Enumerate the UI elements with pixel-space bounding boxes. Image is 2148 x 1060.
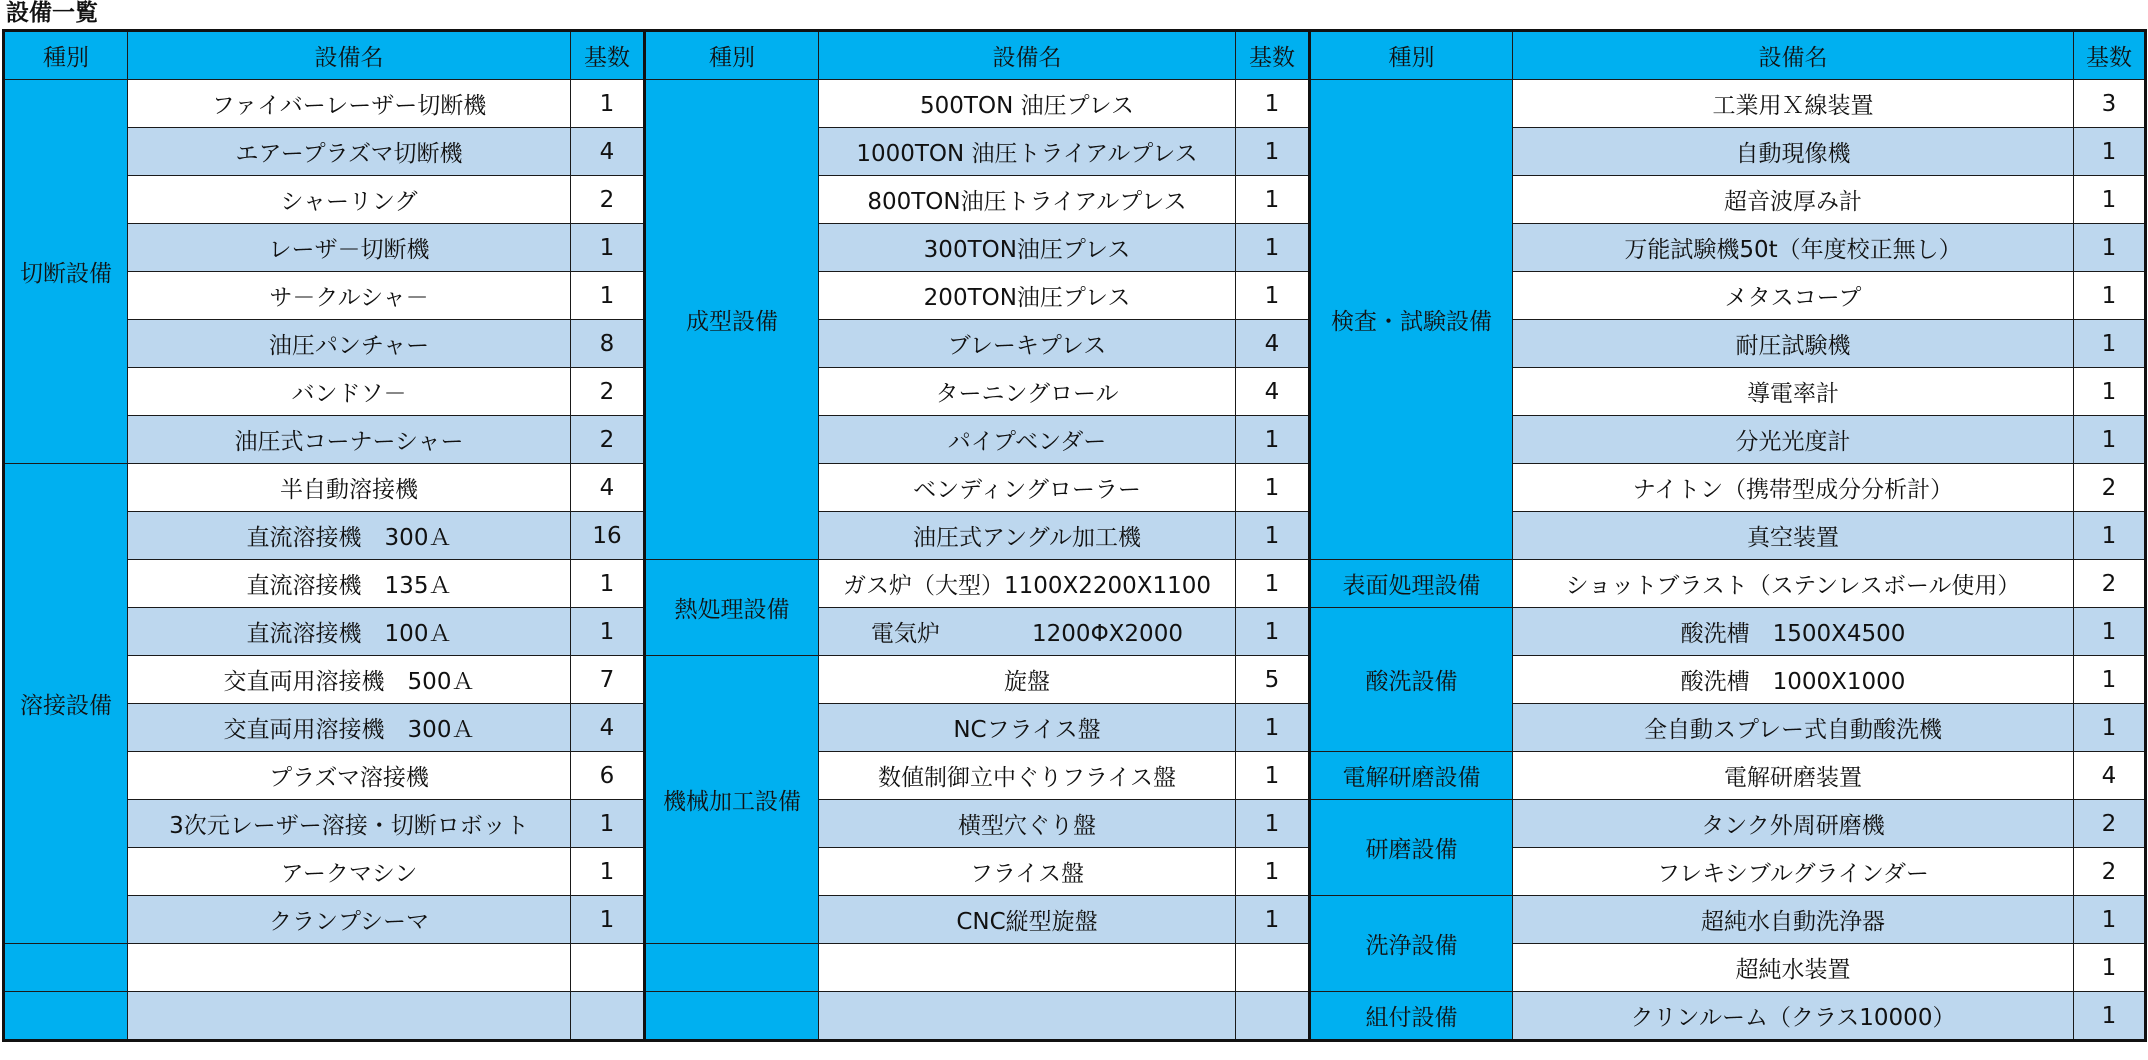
category-cell — [645, 992, 819, 1041]
equipment-name: レーザ－切断機 — [128, 224, 571, 272]
category-cell: 検査・試験設備 — [1310, 80, 1513, 560]
equipment-name: 直流溶接機 100Ａ — [128, 608, 571, 656]
equipment-name: シャーリング — [128, 176, 571, 224]
equipment-count: 1 — [2074, 656, 2146, 704]
equipment-name: 200TON油圧プレス — [819, 272, 1236, 320]
equipment-name: 分光光度計 — [1513, 416, 2074, 464]
equipment-name: 工業用Ｘ線装置 — [1513, 80, 2074, 128]
equipment-count: 1 — [1236, 704, 1310, 752]
equipment-name: 直流溶接機 135Ａ — [128, 560, 571, 608]
equipment-name: 油圧パンチャー — [128, 320, 571, 368]
table-row — [4, 128, 2146, 176]
equipment-name: プラズマ溶接機 — [128, 752, 571, 800]
equipment-count: 1 — [571, 800, 645, 848]
category-cell — [4, 944, 128, 992]
equipment-name: 交直両用溶接機 500Ａ — [128, 656, 571, 704]
equipment-name: ナイトン（携帯型成分分析計） — [1513, 464, 2074, 512]
equipment-count: 2 — [2074, 848, 2146, 896]
equipment-count: 2 — [2074, 800, 2146, 848]
table-row — [4, 848, 2146, 896]
equipment-count: 1 — [1236, 896, 1310, 944]
equipment-name: 数値制御立中ぐりフライス盤 — [819, 752, 1236, 800]
equipment-name: 導電率計 — [1513, 368, 2074, 416]
equipment-count: 1 — [1236, 128, 1310, 176]
equipment-name: バンドソ－ — [128, 368, 571, 416]
equipment-count: 1 — [2074, 272, 2146, 320]
equipment-count: 1 — [2074, 608, 2146, 656]
equipment-name — [128, 944, 571, 992]
equipment-name: 耐圧試験機 — [1513, 320, 2074, 368]
equipment-table — [2, 29, 2147, 1042]
equipment-count: 1 — [571, 848, 645, 896]
equipment-count: 2 — [571, 368, 645, 416]
equipment-count: 4 — [571, 704, 645, 752]
equipment-name: 超純水自動洗浄器 — [1513, 896, 2074, 944]
equipment-name — [819, 944, 1236, 992]
equipment-name: 万能試験機50t（年度校正無し） — [1513, 224, 2074, 272]
equipment-count — [571, 992, 645, 1041]
equipment-count: 4 — [2074, 752, 2146, 800]
equipment-count: 1 — [571, 896, 645, 944]
equipment-count: 3 — [2074, 80, 2146, 128]
equipment-name: エアープラズマ切断機 — [128, 128, 571, 176]
equipment-count: 1 — [2074, 320, 2146, 368]
category-cell: 酸洗設備 — [1310, 608, 1513, 752]
equipment-count: 1 — [571, 224, 645, 272]
equipment-name: 酸洗槽 1500X4500 — [1513, 608, 2074, 656]
category-cell: 溶接設備 — [4, 464, 128, 944]
equipment-name: ファイバーレーザー切断機 — [128, 80, 571, 128]
header-category: 種別 — [645, 31, 819, 80]
equipment-count: 16 — [571, 512, 645, 560]
equipment-count: 1 — [2074, 704, 2146, 752]
equipment-name: 超純水装置 — [1513, 944, 2074, 992]
equipment-name: クリンルーム（クラス10000） — [1513, 992, 2074, 1041]
equipment-count — [571, 944, 645, 992]
equipment-name: 旋盤 — [819, 656, 1236, 704]
equipment-name: 酸洗槽 1000X1000 — [1513, 656, 2074, 704]
equipment-name: 全自動スプレー式自動酸洗機 — [1513, 704, 2074, 752]
category-cell — [4, 992, 128, 1041]
table-row — [4, 320, 2146, 368]
equipment-name: 3次元レーザー溶接・切断ロボット — [128, 800, 571, 848]
category-cell: 電解研磨設備 — [1310, 752, 1513, 800]
table-row — [4, 800, 2146, 848]
equipment-name: ガス炉（大型）1100X2200X1100 — [819, 560, 1236, 608]
header-name: 設備名 — [1513, 31, 2074, 80]
page-title: 設備一覧 — [6, 0, 98, 26]
equipment-name: クランプシーマ — [128, 896, 571, 944]
header-category: 種別 — [1310, 31, 1513, 80]
equipment-name: 交直両用溶接機 300Ａ — [128, 704, 571, 752]
category-cell: 表面処理設備 — [1310, 560, 1513, 608]
equipment-count: 1 — [571, 608, 645, 656]
equipment-name: 油圧式コーナーシャー — [128, 416, 571, 464]
table-row — [4, 704, 2146, 752]
category-cell: 熱処理設備 — [645, 560, 819, 656]
equipment-count: 4 — [1236, 368, 1310, 416]
table-row — [4, 752, 2146, 800]
equipment-count: 2 — [2074, 464, 2146, 512]
category-cell — [645, 944, 819, 992]
equipment-count: 1 — [2074, 224, 2146, 272]
category-cell: 洗浄設備 — [1310, 896, 1513, 992]
table-row — [4, 416, 2146, 464]
equipment-count: 1 — [2074, 944, 2146, 992]
equipment-count: 2 — [571, 416, 645, 464]
equipment-count: 1 — [1236, 176, 1310, 224]
table-row — [4, 368, 2146, 416]
equipment-name: 電気炉 1200ΦX2000 — [819, 608, 1236, 656]
table-row — [4, 272, 2146, 320]
header-row — [4, 31, 2146, 80]
equipment-name: パイプベンダー — [819, 416, 1236, 464]
table-row — [4, 464, 2146, 512]
equipment-count: 1 — [2074, 368, 2146, 416]
equipment-name: 自動現像機 — [1513, 128, 2074, 176]
equipment-count — [1236, 944, 1310, 992]
table-row — [4, 656, 2146, 704]
equipment-name — [819, 992, 1236, 1041]
equipment-name: 横型穴ぐり盤 — [819, 800, 1236, 848]
equipment-name: ショットブラスト（ステンレスボール使用） — [1513, 560, 2074, 608]
equipment-count: 8 — [571, 320, 645, 368]
header-count: 基数 — [1236, 31, 1310, 80]
equipment-count: 1 — [1236, 608, 1310, 656]
equipment-count: 1 — [1236, 416, 1310, 464]
equipment-name — [128, 992, 571, 1041]
equipment-name: ベンディングローラー — [819, 464, 1236, 512]
equipment-name: ターニングロール — [819, 368, 1236, 416]
table-row — [4, 80, 2146, 128]
equipment-name: フレキシブルグラインダー — [1513, 848, 2074, 896]
equipment-name: メタスコープ — [1513, 272, 2074, 320]
equipment-name: 直流溶接機 300Ａ — [128, 512, 571, 560]
equipment-count: 1 — [2074, 128, 2146, 176]
table-row — [4, 608, 2146, 656]
equipment-name: 800TON油圧トライアルプレス — [819, 176, 1236, 224]
equipment-count: 1 — [1236, 560, 1310, 608]
equipment-count: 1 — [1236, 848, 1310, 896]
equipment-count: 4 — [571, 464, 645, 512]
equipment-name: 300TON油圧プレス — [819, 224, 1236, 272]
header-name: 設備名 — [128, 31, 571, 80]
equipment-name: アークマシン — [128, 848, 571, 896]
table-row — [4, 992, 2146, 1041]
equipment-name: 500TON 油圧プレス — [819, 80, 1236, 128]
equipment-count: 5 — [1236, 656, 1310, 704]
equipment-count: 1 — [2074, 176, 2146, 224]
table-row — [4, 944, 2146, 992]
equipment-count: 1 — [571, 272, 645, 320]
equipment-name: 電解研磨装置 — [1513, 752, 2074, 800]
equipment-count: 1 — [1236, 464, 1310, 512]
equipment-name: ブレーキプレス — [819, 320, 1236, 368]
table-row — [4, 512, 2146, 560]
equipment-count: 1 — [2074, 992, 2146, 1041]
equipment-name: タンク外周研磨機 — [1513, 800, 2074, 848]
equipment-count: 1 — [1236, 800, 1310, 848]
equipment-name: 超音波厚み計 — [1513, 176, 2074, 224]
equipment-name: フライス盤 — [819, 848, 1236, 896]
equipment-count: 1 — [1236, 224, 1310, 272]
equipment-count: 1 — [1236, 512, 1310, 560]
equipment-name: 真空装置 — [1513, 512, 2074, 560]
equipment-name: 1000TON 油圧トライアルプレス — [819, 128, 1236, 176]
header-count: 基数 — [2074, 31, 2146, 80]
equipment-count: 4 — [571, 128, 645, 176]
equipment-count — [1236, 992, 1310, 1041]
equipment-count: 2 — [571, 176, 645, 224]
equipment-count: 7 — [571, 656, 645, 704]
table-row — [4, 176, 2146, 224]
category-cell: 切断設備 — [4, 80, 128, 464]
category-cell: 研磨設備 — [1310, 800, 1513, 896]
equipment-count: 1 — [571, 80, 645, 128]
table-row — [4, 896, 2146, 944]
equipment-name: CNC縦型旋盤 — [819, 896, 1236, 944]
equipment-count: 1 — [1236, 272, 1310, 320]
equipment-count: 1 — [2074, 896, 2146, 944]
category-cell: 組付設備 — [1310, 992, 1513, 1041]
equipment-count: 1 — [1236, 80, 1310, 128]
equipment-name: NCフライス盤 — [819, 704, 1236, 752]
equipment-name: 油圧式アングル加工機 — [819, 512, 1236, 560]
equipment-count: 1 — [2074, 416, 2146, 464]
equipment-name: 半自動溶接機 — [128, 464, 571, 512]
equipment-count: 1 — [2074, 512, 2146, 560]
header-count: 基数 — [571, 31, 645, 80]
equipment-count: 1 — [571, 560, 645, 608]
header-category: 種別 — [4, 31, 128, 80]
table-row — [4, 560, 2146, 608]
equipment-name: サ－クルシャ－ — [128, 272, 571, 320]
table-row — [4, 224, 2146, 272]
equipment-count: 4 — [1236, 320, 1310, 368]
header-name: 設備名 — [819, 31, 1236, 80]
equipment-count: 2 — [2074, 560, 2146, 608]
category-cell: 機械加工設備 — [645, 656, 819, 944]
equipment-count: 6 — [571, 752, 645, 800]
equipment-count: 1 — [1236, 752, 1310, 800]
category-cell: 成型設備 — [645, 80, 819, 560]
